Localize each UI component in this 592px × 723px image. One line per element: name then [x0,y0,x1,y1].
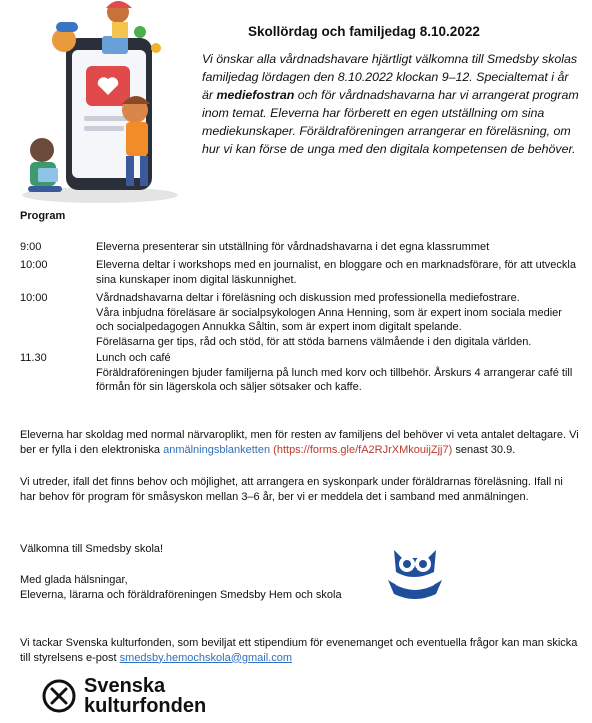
email-link[interactable]: smedsby.hemochskola@gmail.com [119,651,293,664]
schedule-row [20,291,580,351]
info-text: Eleverna har skoldag med normal närvaroplikt, men för resten av familjens del behöver vi veta antalet deltagare. Vi ber er fylla i den elektroniska [20,429,579,456]
kulturfonden-logo [42,676,206,716]
schedule-time: 11.30 [20,352,47,364]
thanks-text: Vi tackar Svenska kulturfonden, som beviljat ett stipendium för evenemanget och eventuella frågor kan man skicka till styrelsens e-post [20,637,578,664]
schedule-line: Våra inbjudna föreläsare är socialpsykologen Anna Henning, som är expert inom sociala medier och socialpedagogen Annukka Såltin, som är expert inom digitalt spelande. [96,306,562,333]
schedule-row [20,240,580,258]
program-heading: Program [20,210,66,222]
registration-paragraph [20,428,580,457]
page-title: Skollördag och familjedag 8.10.2022 [248,24,480,39]
schedule-line: Vårdnadshavarna deltar i föreläsning och diskussion med professionella mediefostrare. [96,292,520,304]
signature-text: Eleverna, lärarna och föräldraföreningen Smedsby Hem och skola [20,589,342,601]
schedule-time: 10:00 [20,292,48,304]
thanks-paragraph [20,636,580,665]
schedule-line: Eleverna presenterar sin utställning för vårdnadshavarna i det egna klassrummet [96,241,490,253]
schedule-line: Föräldraföreningen bjuder familjerna på lunch med korv och tillbehör. Årskurs 4 arrangerar café till förmån för sin lägerskola och säljer sötsaker och kaffe. [96,366,573,393]
sibling-paragraph: Vi utreder, ifall det finns behov och möjlighet, att arrangera en syskonpark under föräldrarnas föreläsning. Ifall ni har behov för program för småsyskon mellan 3–6 år, ber vi er meddela det i samband med anmälningen. [20,476,563,503]
welcome-text: Välkomna till Smedsby skola! [20,543,164,555]
registration-url[interactable]: (https://forms.gle/fA2RJrXMkouijZjj7) [273,443,453,456]
greeting-text: Med glada hälsningar, [20,574,128,586]
schedule-time: 9:00 [20,241,42,253]
intro-text-2: och för vårdnadshavarna har vi arrangerat program inom temat. Eleverna har förberett en egen utställning om sina mediekunskaper. Föräldraföreningen arrangerar en föreläsning, om hur vi kan förse de unga med den digitala kompetensen de behöver. [202,88,579,156]
deadline-text: senast 30.9. [455,443,516,456]
schedule-time: 10:00 [20,259,48,271]
school-owl-logo [380,540,450,610]
intro-text-1: Vi önskar alla vårdnadshavare hjärtligt välkomna till Smedsby skolas familjedag lördagen den 8.10.2022 klockan 9–12. Specialtemat i år är [202,52,578,102]
registration-link[interactable]: anmälningsblanketten [163,443,271,456]
kf-line1: Svenska [84,675,166,697]
kulturfonden-emblem-icon [42,679,76,713]
kids-phone-illustration [8,0,193,205]
kf-line2: kulturfonden [84,695,207,717]
schedule-line: Föreläsarna ger tips, råd och stöd, för att stöda barnens välmående i den digitala världen. [96,335,532,348]
schedule [20,240,580,395]
intro-bold-theme: mediefostran [216,88,295,102]
schedule-row [20,351,580,395]
schedule-row [20,258,580,291]
schedule-line: Eleverna deltar i workshops med en journalist, en bloggare och en marknadsförare, för att utveckla sina kunskaper inom digital läskunnighet. [96,259,576,286]
intro-paragraph [202,50,580,158]
schedule-line: Lunch och café [96,352,171,364]
